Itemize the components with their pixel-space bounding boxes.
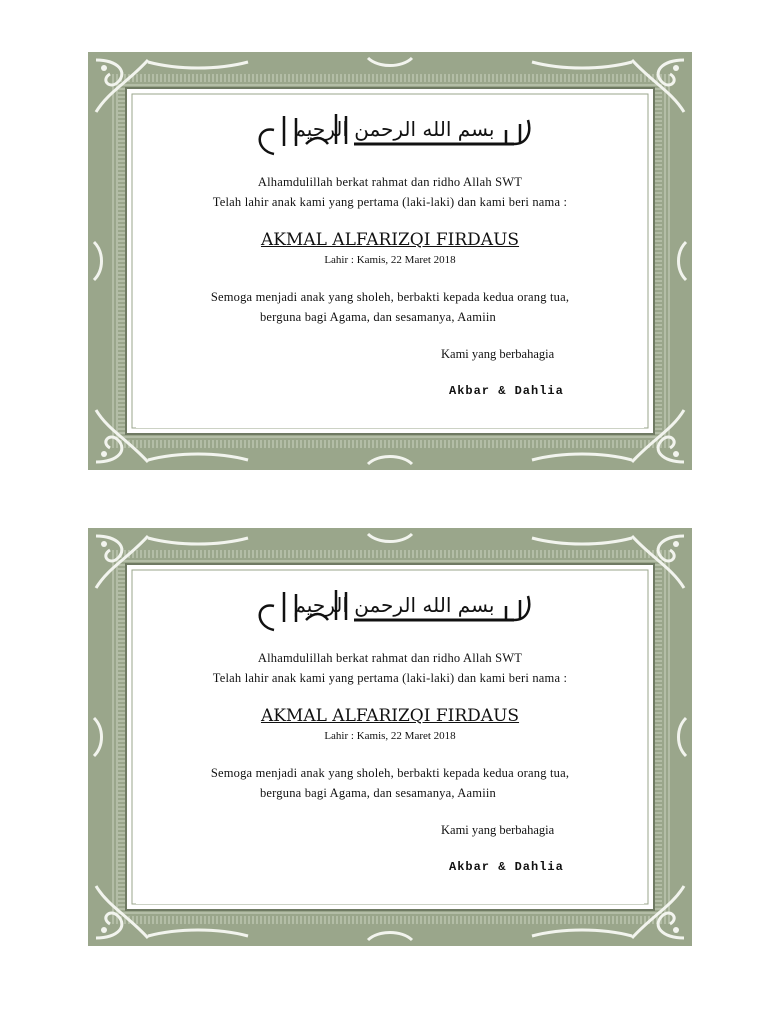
closing-text: Kami yang berbahagia <box>441 347 555 361</box>
basmala-calligraphy <box>244 106 544 164</box>
birth-date: Lahir : Kamis, 22 Maret 2018 <box>324 254 456 266</box>
birth-date: Lahir : Kamis, 22 Maret 2018 <box>324 730 456 742</box>
greeting-line: Alhamdulillah berkat rahmat dan ridho Allah SWT <box>257 175 523 189</box>
birth-announcement-card <box>88 528 692 946</box>
child-name: AKMAL ALFARIZQI FIRDAUS <box>260 706 520 726</box>
basmala-text: بسم الله الرحمن الرحيم <box>293 593 495 617</box>
announcement-line: Telah lahir anak kami yang pertama (laki-laki) dan kami beri nama : <box>212 195 568 209</box>
card-content <box>136 574 644 904</box>
closing-text: Kami yang berbahagia <box>441 823 555 837</box>
wish-line-2: berguna bagi Agama, dan sesamanya, Aamiin <box>259 310 497 324</box>
wish-line-1: Semoga menjadi anak yang sholeh, berbakti kepada kedua orang tua, <box>210 290 570 304</box>
wish-line-1: Semoga menjadi anak yang sholeh, berbakti kepada kedua orang tua, <box>210 766 570 780</box>
announcement-line: Telah lahir anak kami yang pertama (laki-laki) dan kami beri nama : <box>212 671 568 685</box>
basmala-calligraphy <box>244 582 544 640</box>
greeting-line: Alhamdulillah berkat rahmat dan ridho Allah SWT <box>257 651 523 665</box>
birth-announcement-card <box>88 52 692 470</box>
basmala-text: بسم الله الرحمن الرحيم <box>293 117 495 141</box>
parents-names: Akbar & Dahlia <box>449 384 564 398</box>
card-content <box>136 98 644 428</box>
wish-line-2: berguna bagi Agama, dan sesamanya, Aamiin <box>259 786 497 800</box>
child-name: AKMAL ALFARIZQI FIRDAUS <box>260 230 520 250</box>
parents-names: Akbar & Dahlia <box>449 860 564 874</box>
